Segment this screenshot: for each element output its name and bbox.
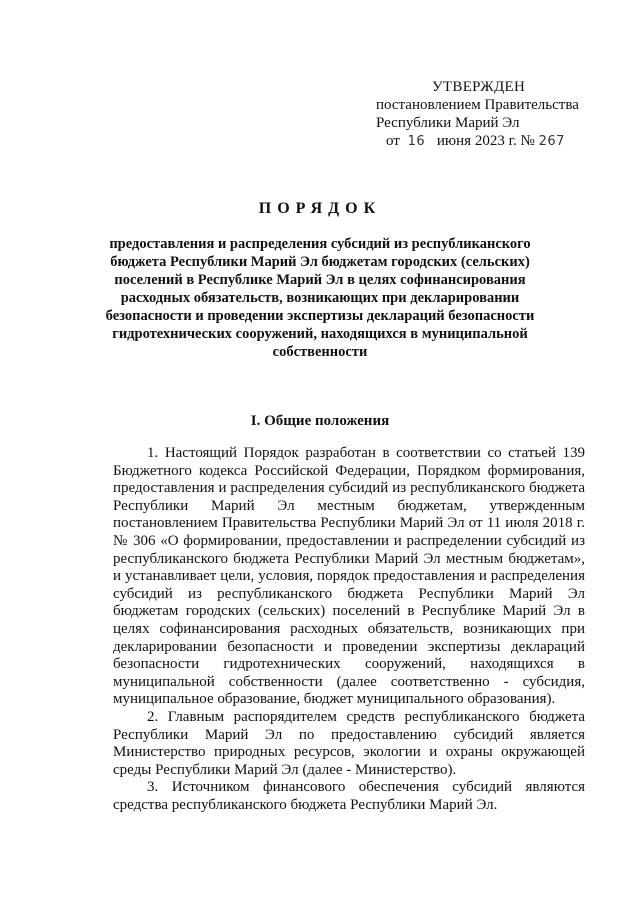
paragraph-2: 2. Главным распорядителем средств республиканского бюджета Республики Марий Эл по предоставлению субсидий является Министерство природных ресурсов, экологии и охраны окружающей среды Республики Марий Эл (далее - Министерство). bbox=[113, 708, 585, 778]
paragraph-3: 3. Источником финансового обеспечения субсидий являются средства республиканского бюджета Республики Марий Эл. bbox=[113, 779, 585, 813]
approved-label: УТВЕРЖДЕН bbox=[432, 79, 526, 95]
date-prefix: от bbox=[386, 133, 400, 149]
section-heading: I. Общие положения bbox=[250, 413, 390, 429]
paragraph-1: 1. Настоящий Порядок разработан в соответствии со статьей 139 Бюджетного кодекса Российской Федерации, Порядком формирования, предоставления и распределения субсидий из республиканского бюджета Республики Марий Эл местным бюджетам, утвержденным постановлением Правительства Республики Марий Эл от 11 июля 2018 г. № 306 «О формировании, предоставлении и распределении субсидий из республиканского бюджета Республики Марий Эл местным бюджетам», и устанавливает цели, условия, порядок предоставления и распределения субсидий из республиканского бюджета Республики Марий Эл бюджетам городских (сельских) поселений в Республике Марий Эл в целях софинансирования расходных обязательств, возникающих при декларировании безопасности и проведении экспертизы деклараций безопасности гидротехнических сооружений, находящихся в муниципальной собственности (далее соответственно - субсидия, муниципальное образование, бюджет муниципального образования). bbox=[113, 445, 585, 708]
document-body bbox=[113, 445, 585, 814]
republic-line: Республики Марий Эл bbox=[376, 115, 520, 131]
approved-by-line: постановлением Правительства bbox=[376, 97, 579, 113]
document-title: предоставления и распределения субсидий из республиканского бюджета Республики Марий Эл бюджетам городских (сельских) поселений в Республике Марий Эл в целях софинансирования расходных обязательств, возникающих при декларировании безопасности и проведении экспертизы деклараций безопасности гидротехнических сооружений, находящихся в муниципальной собственности bbox=[105, 236, 535, 360]
approval-block bbox=[366, 78, 596, 151]
date-day: 16 bbox=[407, 134, 426, 149]
approval-date-line bbox=[366, 132, 596, 151]
document-heading: ПОРЯДОК bbox=[258, 200, 382, 217]
date-rest: июня 2023 г. № bbox=[436, 133, 535, 149]
resolution-number: 267 bbox=[538, 134, 565, 149]
